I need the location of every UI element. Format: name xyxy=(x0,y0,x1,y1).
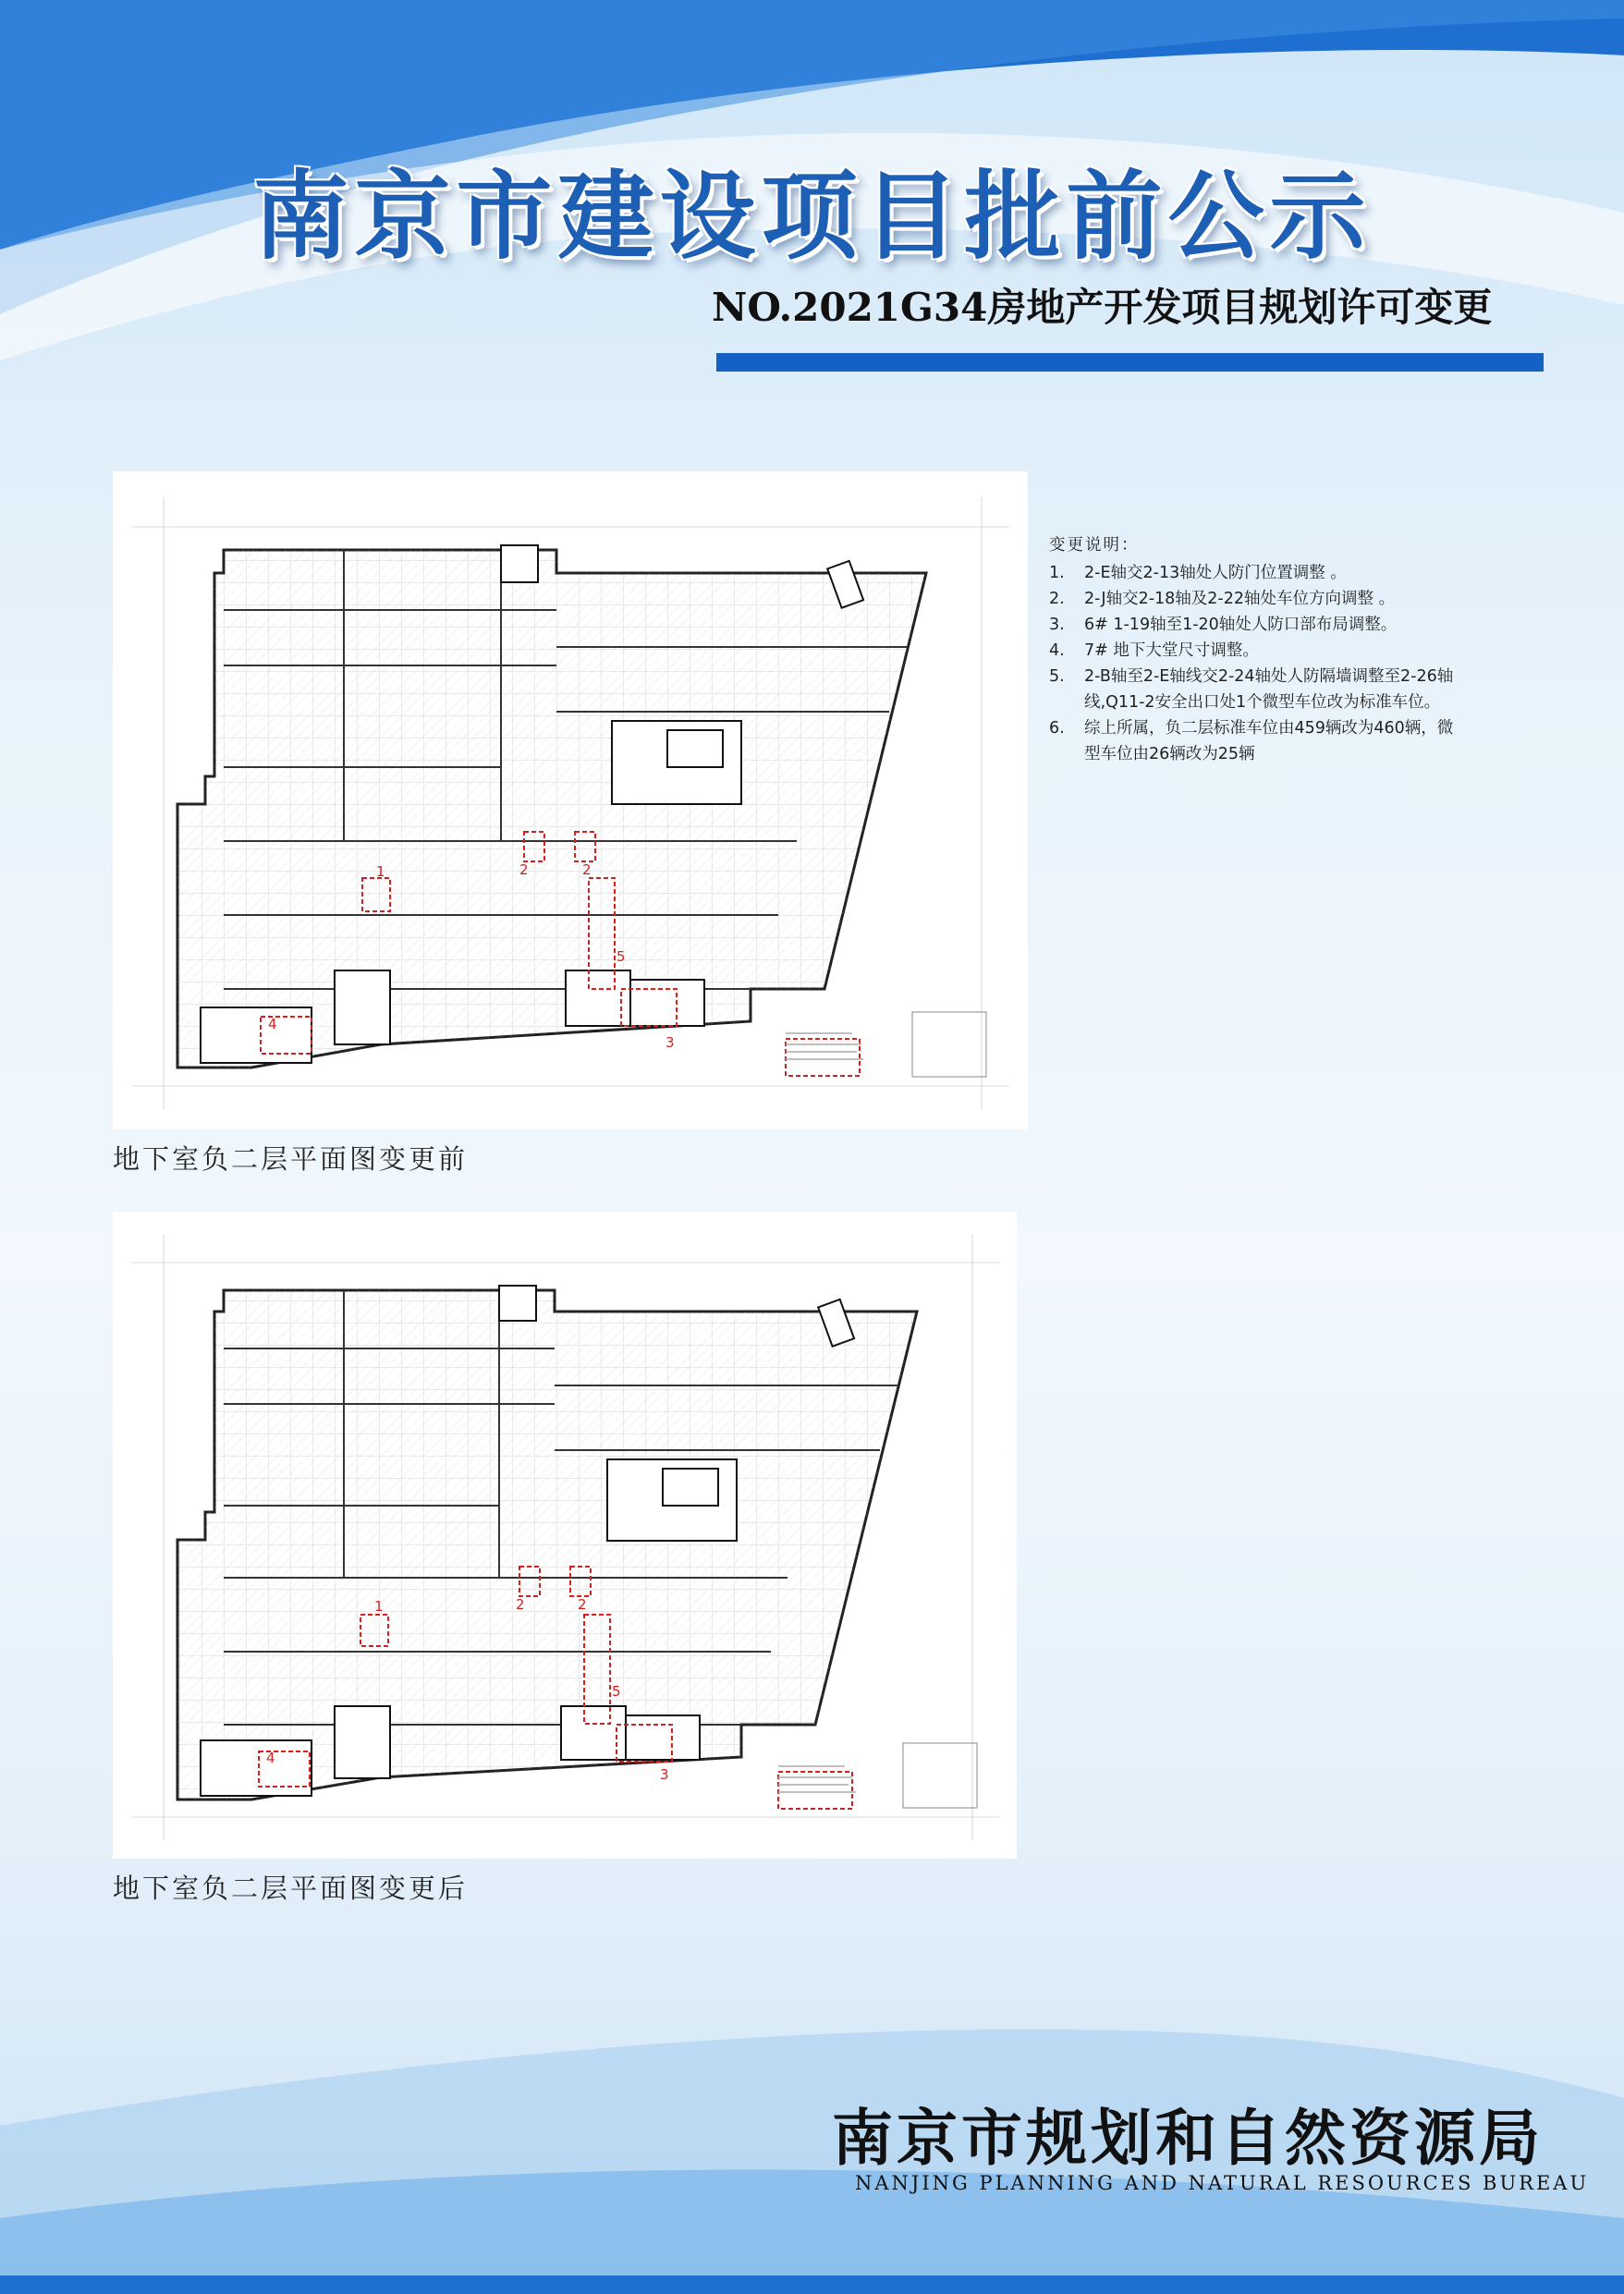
change-marker: 3 xyxy=(660,1766,669,1783)
note-number: 5. xyxy=(1049,667,1065,686)
note-number: 4. xyxy=(1049,641,1065,660)
floor-plan-drawing-after xyxy=(113,1212,1017,1859)
note-item xyxy=(1049,586,1456,612)
footer-org-name: 南京市规划和自然资源局 xyxy=(832,2102,1544,2174)
page-subtitle: NO.2021G34房地产开发项目规划许可变更 xyxy=(712,285,1493,330)
plan-caption-after: 地下室负二层平面图变更后 xyxy=(113,1873,469,1904)
floor-plan-before xyxy=(113,471,1028,1129)
note-number: 3. xyxy=(1049,616,1065,634)
plan-caption-before: 地下室负二层平面图变更前 xyxy=(113,1143,469,1175)
note-text: 2-E轴交2-13轴处人防门位置调整 。 xyxy=(1084,564,1347,582)
note-text: 2-J轴交2-18轴及2-22轴处车位方向调整 。 xyxy=(1084,590,1396,608)
note-text: 6# 1-19轴至1-20轴处人防口部布局调整。 xyxy=(1084,616,1398,634)
note-text: 2-B轴至2-E轴线交2-24轴处人防隔墙调整至2-26轴线,Q11-2安全出口处1个微型车位改为标准车位。 xyxy=(1084,667,1454,712)
note-text: 7# 地下大堂尺寸调整。 xyxy=(1084,641,1259,660)
page-title: 南京市建设项目批前公示 xyxy=(252,159,1372,273)
change-marker: 2 xyxy=(582,861,592,878)
note-item xyxy=(1049,638,1456,664)
change-notes xyxy=(1049,532,1456,767)
change-marker: 4 xyxy=(268,1016,277,1032)
change-marker: 5 xyxy=(612,1683,621,1700)
note-item xyxy=(1049,715,1456,767)
change-marker: 2 xyxy=(516,1596,525,1613)
note-text: 综上所属，负二层标准车位由459辆改为460辆，微型车位由26辆改为25辆 xyxy=(1084,719,1454,763)
subtitle-underline xyxy=(716,353,1544,372)
note-number: 6. xyxy=(1049,719,1065,738)
floor-plan-drawing-before xyxy=(113,471,1028,1129)
note-number: 2. xyxy=(1049,590,1065,608)
note-item xyxy=(1049,612,1456,638)
change-marker: 5 xyxy=(617,948,626,965)
floor-plan-after xyxy=(113,1212,1017,1859)
note-number: 1. xyxy=(1049,564,1065,582)
note-item xyxy=(1049,560,1456,586)
change-marker: 1 xyxy=(374,1598,384,1615)
change-marker: 1 xyxy=(376,863,385,880)
footer-org-name-en: NANJING PLANNING AND NATURAL RESOURCES BUREAU xyxy=(855,2172,1590,2194)
change-marker: 2 xyxy=(519,861,529,878)
note-item xyxy=(1049,664,1456,715)
change-marker: 3 xyxy=(665,1034,675,1051)
change-marker: 2 xyxy=(578,1596,587,1613)
notes-heading: 变更说明： xyxy=(1049,536,1140,555)
change-marker: 4 xyxy=(266,1750,275,1766)
